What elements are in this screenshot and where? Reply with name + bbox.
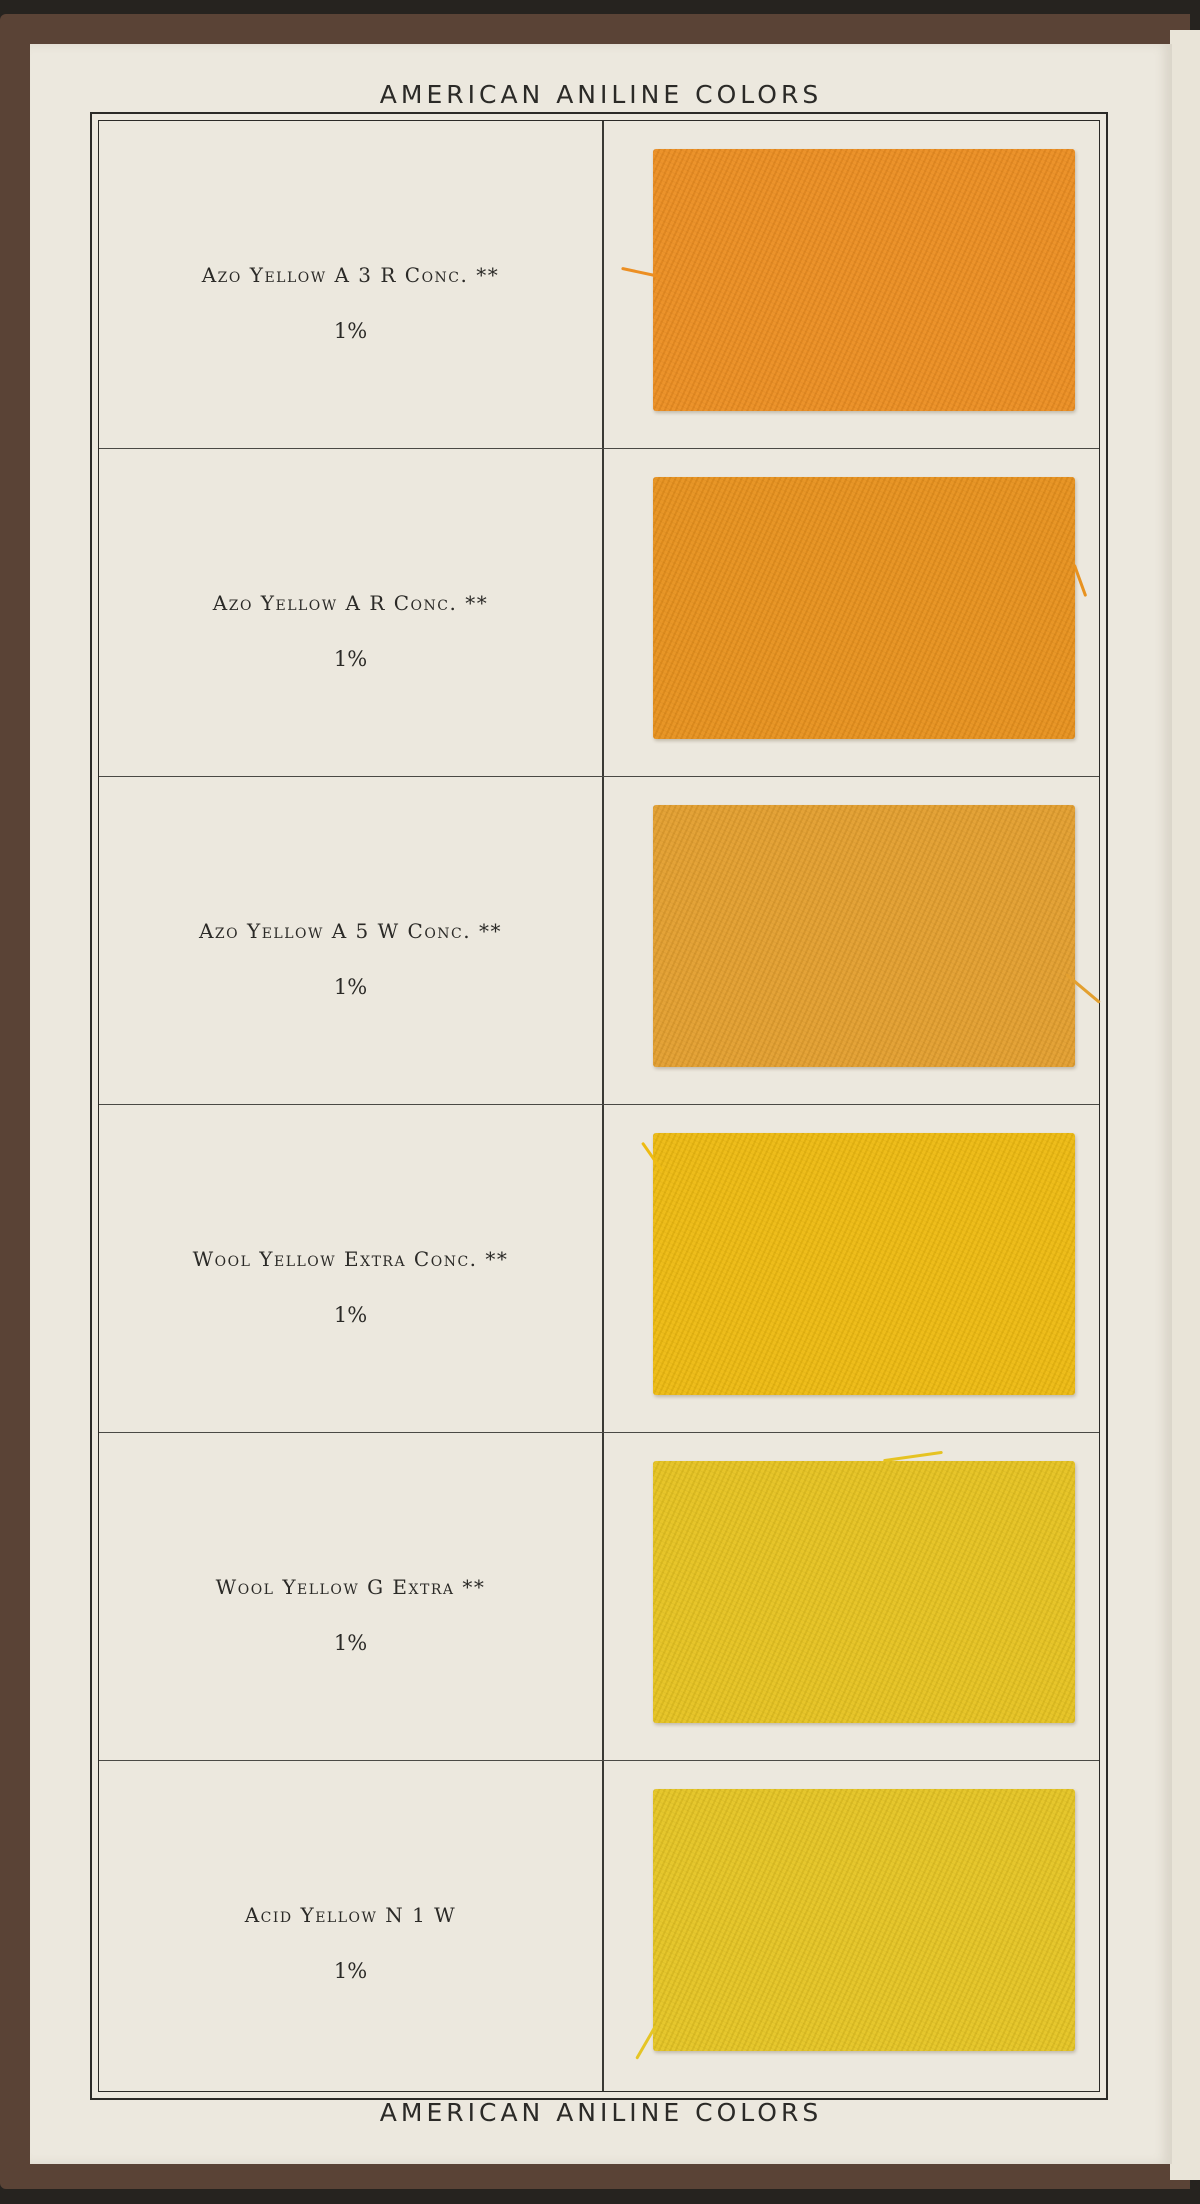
dye-percent: 1%	[333, 975, 368, 999]
page-footer: AMERICAN ANILINE COLORS	[379, 2098, 823, 2127]
dye-percent: 1%	[333, 1959, 368, 1983]
weave-texture	[653, 805, 1075, 1067]
weave-texture	[653, 1133, 1075, 1395]
sample-row	[99, 1433, 1099, 1761]
swatch-cell	[603, 777, 1099, 1105]
fabric-swatch	[653, 477, 1075, 739]
weave-texture	[653, 149, 1075, 411]
weave-texture	[653, 1789, 1075, 2051]
fabric-swatch	[653, 1789, 1075, 2051]
page-header: AMERICAN ANILINE COLORS	[379, 80, 823, 109]
fabric-swatch	[653, 149, 1075, 411]
swatch-cell	[603, 1761, 1099, 2089]
dye-name: Acid Yellow N 1 W	[244, 1903, 457, 1927]
sample-label-cell	[99, 121, 602, 449]
sample-label-cell	[99, 1761, 602, 2089]
next-page-edge	[1170, 30, 1200, 2180]
dye-percent: 1%	[333, 1631, 368, 1655]
dye-name: Azo Yellow A R Conc. **	[212, 591, 489, 615]
sample-label-cell	[99, 449, 602, 777]
swatch-cell	[603, 1433, 1099, 1761]
dye-percent: 1%	[333, 319, 368, 343]
sample-row	[99, 121, 1099, 449]
sample-row	[99, 1105, 1099, 1433]
weave-texture	[653, 1461, 1075, 1723]
sample-label-cell	[99, 1433, 602, 1761]
sample-page	[30, 44, 1172, 2164]
sample-row	[99, 777, 1099, 1105]
swatch-cell	[603, 121, 1099, 449]
sample-label-cell	[99, 1105, 602, 1433]
sample-label-cell	[99, 777, 602, 1105]
fabric-swatch	[653, 1461, 1075, 1723]
fabric-swatch	[653, 1133, 1075, 1395]
sample-row	[99, 449, 1099, 777]
dye-percent: 1%	[333, 647, 368, 671]
dye-name: Azo Yellow A 3 R Conc. **	[201, 263, 500, 287]
dye-name: Azo Yellow A 5 W Conc. **	[198, 919, 502, 943]
weave-texture	[653, 477, 1075, 739]
dye-name: Wool Yellow Extra Conc. **	[192, 1247, 509, 1271]
sample-row	[99, 1761, 1099, 2091]
fabric-swatch	[653, 805, 1075, 1067]
swatch-cell	[603, 1105, 1099, 1433]
dye-name: Wool Yellow G Extra **	[215, 1575, 486, 1599]
swatch-cell	[603, 449, 1099, 777]
dye-percent: 1%	[333, 1303, 368, 1327]
